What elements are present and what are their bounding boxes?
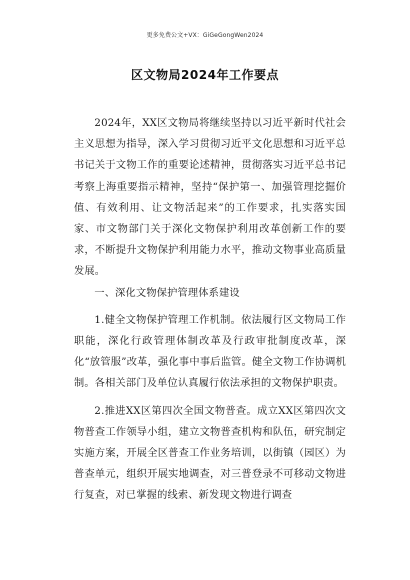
intro-paragraph: 2024年，XX区文物局将继续坚持以习近平新时代社会主义思想为指导，深入学习贯彻习近平文化思想和习近平总书记关于文物工作的重要论述精神，贯彻落实习近平总书记考察上海重要指示精神，坚持“保护第一、加强管理挖掘价值、有效利用、让文物活起来”的工作要求，扎实落实国家、市文物部门关于深化文物保护利用改革创新工作的要求，不断提升文物保护利用能力水平，推动文物事业高质量发展。 (74, 118, 346, 278)
list-item: 1.健全文物保护管理工作机制。依法履行区文物局工作职能，深化行政管理体制改革及行政审批制度改革，深化“放管服”改革，强化事中事后监管。健全文物工作协调机制。各相关部门及单位认真履行依法承担的文物保护职责。 (74, 314, 346, 390)
section-heading: 一、深化文物保护管理体系建设 (94, 287, 240, 299)
header-note: 更多免费公文+VX：GiGeGongWen2024 (146, 32, 264, 39)
list-item: 2.推进XX区第四次全国文物普查。成立XX区第四次文物普查工作领导小组，建立文物普查机构和队伍，研究制定实施方案，开展全区普查工作业务培训，以街镇（园区）为普查单元，组织开展实地调查，对三普登录不可移动文物进行复查，对已掌握的线索、新发现文物进行调查 (74, 405, 346, 502)
document-title: 区文物局2024年工作要点 (131, 68, 279, 82)
document-body (74, 113, 346, 507)
